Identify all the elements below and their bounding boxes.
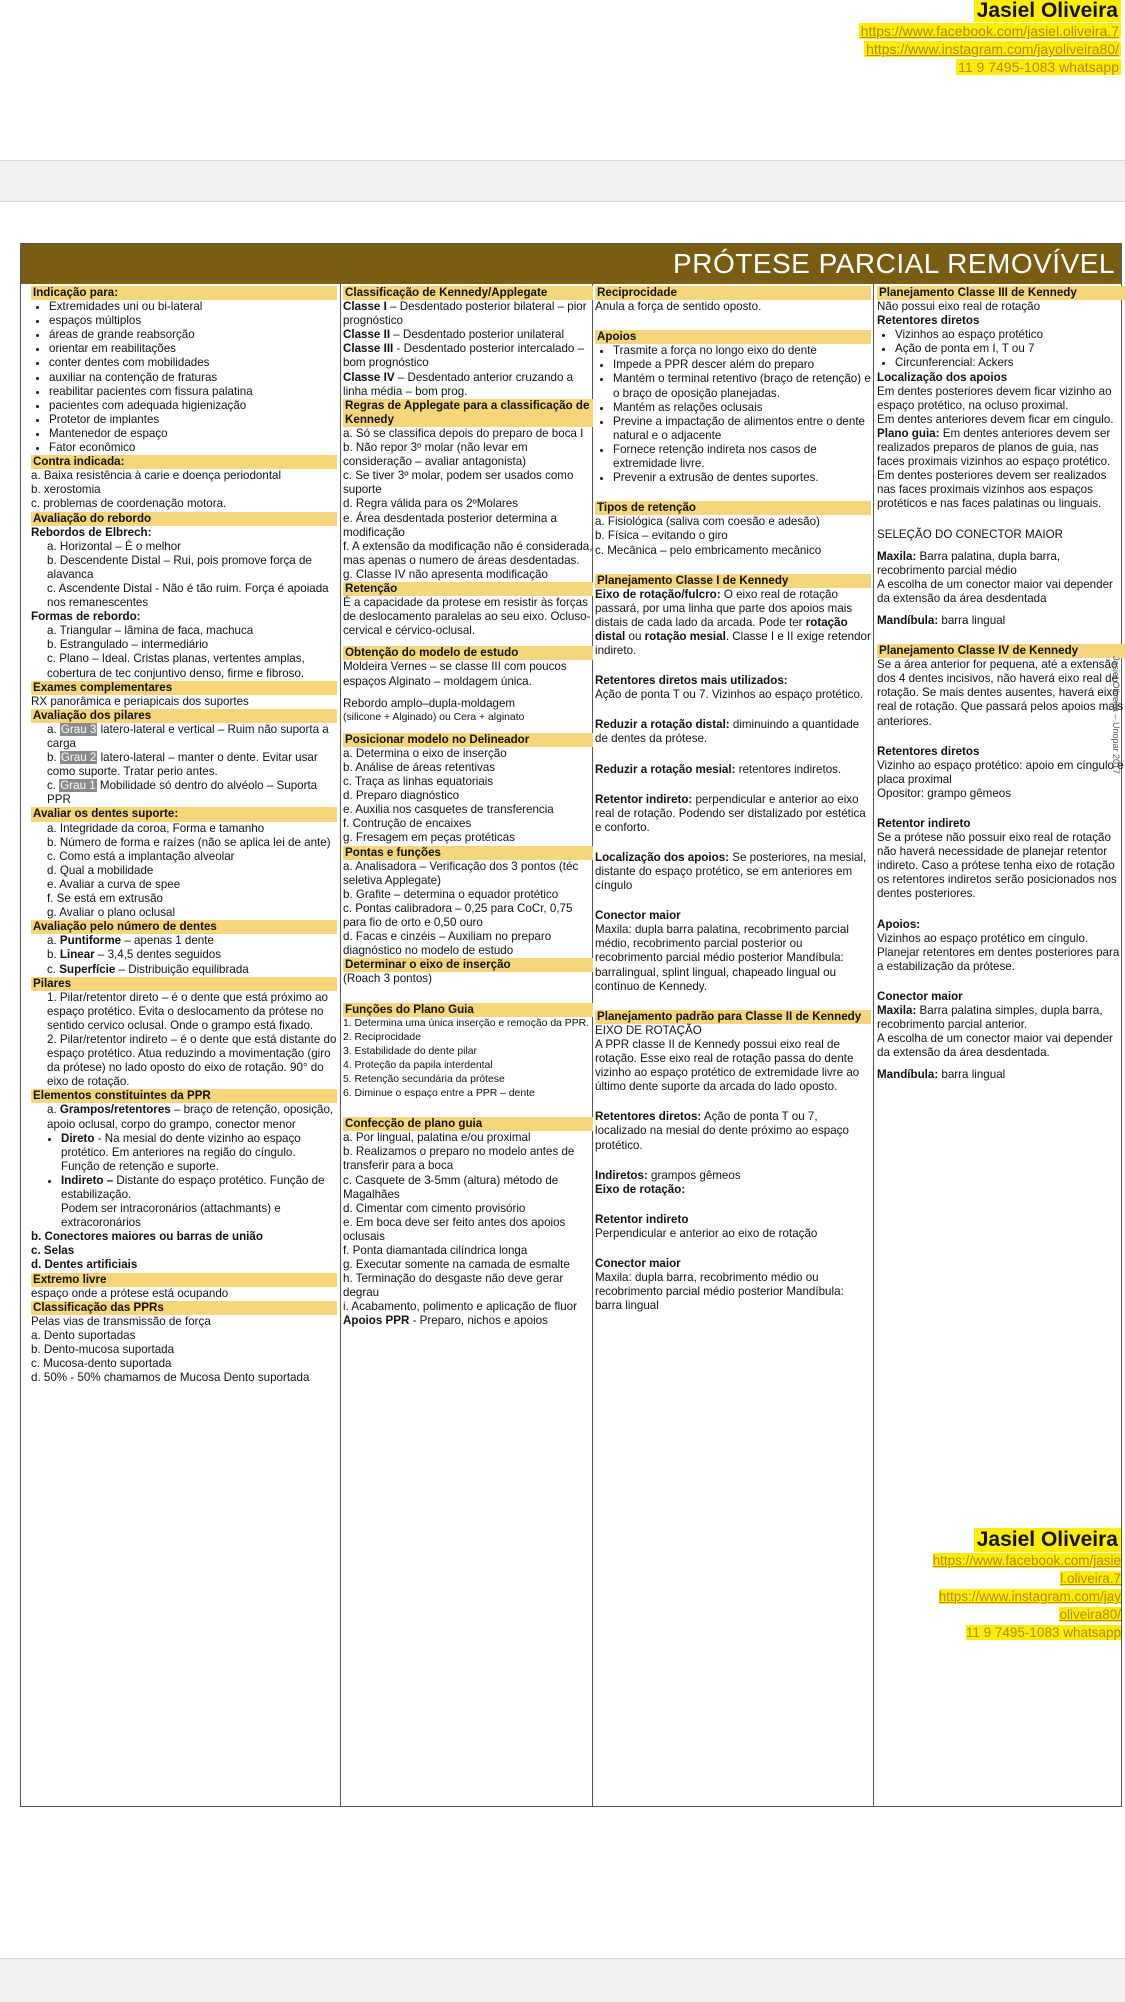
list-item: • conter dentes com mobilidades <box>49 356 337 370</box>
list-item: a. Grau 3 latero-lateral e vertical – Ruim não suporta a carga <box>47 722 329 750</box>
list-item: c. Como está a implantação alveolar <box>47 849 235 863</box>
list-item: • Impede a PPR descer além do preparo <box>613 358 871 372</box>
list-item: a. Só se classifica depois do preparo de boca I <box>343 426 584 440</box>
list-item: a. Dento suportadas <box>31 1328 136 1342</box>
text: Moldeira Vernes – se classe III com poucos espaços Alginato – moldagem única. <box>343 660 567 688</box>
list-item: c. Ascendente Distal - Não é tão ruim. Força é apoiada nos remanescentes <box>47 581 329 610</box>
list-item: e. Área desdentada posterior determina a modificação <box>343 511 557 539</box>
instagram-link[interactable]: https://www.instagram.com/jayoliveira80/ <box>866 41 1119 57</box>
list-item: d. Cimentar com cimento provisório <box>343 1201 526 1215</box>
text: Mandíbula: barra lingual <box>877 613 1006 627</box>
list-item: i. Acabamento, polimento e aplicação de fluor <box>343 1300 577 1314</box>
list-item: c. Grau 1 Mobilidade só dentro do alvéolo – Suporta PPR <box>47 779 318 807</box>
column-4 <box>877 286 1125 1083</box>
text: Se a prótese não possuir eixo real de rotação não haverá necessidade de planejar retentor indireto. Caso a prótese tenha eixo de rotação os retentores indiretos serão posicionados nos dentes posteriores. <box>877 831 1117 901</box>
text: RX panorâmica e periapicais dos suportes <box>31 694 249 708</box>
text: Apoios PPR - Preparo, nichos e apoios <box>343 1314 548 1328</box>
text: Vizinhos ao espaço protético em cíngulo. Planejar retentores em dentes posteriores para a estabilização da prótese. <box>877 931 1120 973</box>
text: Não possui eixo real de rotação <box>877 300 1041 314</box>
list-item: Classe III - Desdentado posterior intercalado – bom prognóstico <box>343 342 585 370</box>
column-2 <box>343 286 593 1329</box>
subheading: Localização dos apoios <box>877 370 1008 384</box>
column-1 <box>31 286 337 1385</box>
section-heading: Avaliação dos pilares <box>31 709 337 723</box>
list-item: • Prevenir a extrusão de dentes suportes. <box>613 471 871 485</box>
list-item: Classe II – Desdentado posterior unilateral <box>343 328 565 342</box>
text: Anula a força de sentido oposto. <box>595 300 762 314</box>
phone-number: 11 9 7495-1083 whatsapp <box>958 59 1119 75</box>
list-item: • Mantenedor de espaço <box>49 427 337 441</box>
list-item: d. Regra válida para os 2ºMolares <box>343 497 519 511</box>
list-item: • Trasmite a força no longo eixo do dente <box>613 344 871 358</box>
author-name: Jasiel Oliveira <box>974 0 1121 22</box>
list-item: b. xerostomia <box>31 483 101 497</box>
list-item: • Direto - Na mesial do dente vizinho ao espaço protético. Em anteriores na região do cíngulo. Função de retenção e suporte. <box>61 1132 337 1174</box>
text: Em dentes anteriores devem ficar em cíngulo. <box>877 412 1114 426</box>
section-heading: Classificação de Kennedy/Applegate <box>343 286 593 300</box>
list-item: 4. Proteção da papila interdental <box>343 1059 493 1071</box>
list-item: b. Grafite – determina o equador protético <box>343 887 559 901</box>
list-item: d. Dentes artificiais <box>31 1258 138 1272</box>
subheading: Rebordos de Elbrech: <box>31 525 152 539</box>
list-item: a. Fisiológica (saliva com coesão e adesão) <box>595 515 820 529</box>
section-heading: Avaliar os dentes suporte: <box>31 807 337 821</box>
text: Maxila: dupla barra palatina, recobrimento parcial médio, recobrimento parcial posterior ou recobrimento parcial médio posterior Mandíbula: barralingual, splint lingual, chapeado lingual ou contínuo de Kennedy. <box>595 923 849 993</box>
section-heading: Pontas e funções <box>343 846 593 860</box>
list-item: 6. Diminue o espaço entre a PPR – dente <box>343 1088 535 1100</box>
column-3 <box>595 286 871 1313</box>
section-heading: Obtenção do modelo de estudo <box>343 646 593 660</box>
section-heading: Planejamento Classe I de Kennedy <box>595 574 871 588</box>
list-item: a. Determina o eixo de inserção <box>343 746 507 760</box>
text: Reduzir a rotação mesial: retentores indiretos. <box>595 762 842 776</box>
text: Plano guia: Em dentes anteriores devem ser realizados preparos de planos de guia, nas faces proximais vizinhos ao espaço protético. Em dentes posteriores devem ser realizados nas faces proximais vizinhos aos espaços protéticos e nas faces palatinas ou linguais. <box>877 426 1111 511</box>
text: Reduzir a rotação distal: diminuindo a quantidade de dentes da prótese. <box>595 718 860 746</box>
section-heading: Apoios <box>595 330 871 344</box>
section-heading: Extremo livre <box>31 1273 337 1287</box>
section-heading: Tipos de retenção <box>595 501 871 515</box>
list-item: c. Pontas calibradora – 0,25 para CoCr, 0,75 para fio de orto e 0,50 ouro <box>343 901 573 930</box>
subheading: Retentor indireto <box>877 817 971 830</box>
text: Perpendicular e anterior ao eixo de rotação <box>595 1226 818 1240</box>
list-item: • Mantém o terminal retentivo (braço de retenção) e o braço de oposição planejadas. <box>613 372 871 400</box>
list-item: • espaços múltiplos <box>49 314 337 328</box>
list-item: a. Por lingual, palatina e/ou proximal <box>343 1131 531 1145</box>
phone-number: 11 9 7495-1083 whatsapp <box>965 1625 1121 1640</box>
list-item: d. Qual a mobilidade <box>47 863 154 877</box>
section-heading: Confecção de plano guia <box>343 1117 593 1131</box>
text: Localização dos apoios: Se posteriores, na mesial, distante do espaço protético, se em anteriores em cíngulo <box>595 850 867 893</box>
subheading: Conector maior <box>877 989 963 1003</box>
section-heading: Planejamento padrão para Classe II de Kennedy <box>595 1010 871 1024</box>
list-item: c. Traça as linhas equatoriais <box>343 775 494 789</box>
text: Pelas vias de transmissão de força <box>31 1314 211 1328</box>
list-item: f. A extensão da modificação não é considerada, mas apenas o numero de áreas desdentadas. <box>343 539 593 567</box>
section-heading: Exames complementares <box>31 681 337 695</box>
page-title: PRÓTESE PARCIAL REMOVÍVEL <box>673 248 1115 279</box>
list-item: b. Conectores maiores ou barras de união <box>31 1230 263 1244</box>
list-item: a. Puntiforme – apenas 1 dente <box>47 934 214 948</box>
instagram-link[interactable]: oliveira80/ <box>1059 1607 1121 1622</box>
list-item: b. Realizamos o preparo no modelo antes de transferir para a boca <box>343 1145 575 1173</box>
list-item: Classe IV – Desdentado anterior cruzando a linha média – bom prog. <box>343 370 574 398</box>
subheading: Eixo de rotação: <box>595 1182 686 1196</box>
list-item: c. Superfície – Distribuição equilibrada <box>47 962 249 976</box>
subheading: Retentores diretos mais utilizados: <box>595 674 788 688</box>
section-heading: Elementos constituintes da PPR <box>31 1089 337 1103</box>
text: Indiretos: grampos gêmeos <box>595 1168 741 1182</box>
list-item: c. Mucosa-dento suportada <box>31 1357 172 1371</box>
section-heading: Retenção <box>343 582 593 596</box>
sub-list <box>31 1132 337 1202</box>
list-item: c. Plano – Ideal. Cristas planas, vertentes amplas, cobertura de tec conjuntivo denso, firme e fibroso. <box>47 652 305 680</box>
page-gap <box>0 160 1125 202</box>
text: Retentor indireto: perpendicular e anterior ao eixo real de rotação. Podendo ser distalizado por estética e conforto. <box>595 792 866 834</box>
section-heading: Classificação das PPRs <box>31 1301 337 1315</box>
text: Podem ser intracoronários (attachmants) e extracoronários <box>61 1202 281 1230</box>
list-item: c. problemas de coordenação motora. <box>31 497 227 511</box>
signature-name: Jasiel Oliveira <box>974 1528 1121 1552</box>
list-item: • auxiliar na contenção de fraturas <box>49 371 337 385</box>
section-heading: Funções do Plano Guia <box>343 1003 593 1017</box>
list-item: g. Fresagem em peças protéticas <box>343 831 516 845</box>
list-item: • Extremidades uni ou bi-lateral <box>49 300 337 314</box>
list-item: b. Número de forma e raízes (não se aplica lei de ante) <box>47 835 331 849</box>
list-item: g. Avaliar o plano oclusal <box>47 906 176 920</box>
list-item: • pacientes com adequada higienização <box>49 399 337 413</box>
subheading: SELEÇÃO DO CONECTOR MAIOR <box>877 527 1063 541</box>
text: Eixo de rotação/fulcro: O eixo real de rotação passará, por uma linha que parte dos apoios mais distais de cada lado da arcada. Pode ter rotação distal ou rotação mesial. Classe I e II exige retendor indireto. <box>595 587 871 658</box>
text: Se a área anterior for pequena, até a extensão dos 4 dentes incisivos, não haverá eixo real de rotação. Se mais dentes ausentes, haverá eixo real de rotação. Que passará pelos apoios mais anteriores. <box>877 658 1124 728</box>
text: Maxila: Barra palatina, dupla barra, recobrimento parcial médio <box>877 549 1061 577</box>
list-item: b. Estrangulado – intermediário <box>47 638 209 652</box>
list-item: c. Casquete de 3-5mm (altura) método de Magalhães <box>343 1173 559 1201</box>
list-item: h. Terminação do desgaste não deve gerar degrau <box>343 1272 564 1300</box>
list-item: b. Análise de áreas retentivas <box>343 761 496 774</box>
apoios-list <box>595 344 871 485</box>
list-item: b. Não repor 3º molar (não levar em consideração – avaliar antagonista) <box>343 441 528 469</box>
list-item: d. Preparo diagnóstico <box>343 789 460 803</box>
section-heading: Posicionar modelo no Delineador <box>343 733 593 747</box>
list-item: e. Auxilia nos casquetes de transferencia <box>343 803 554 817</box>
list-item: • reabilitar pacientes com fissura palatina <box>49 385 337 399</box>
author-header <box>859 0 1121 76</box>
section-heading: Pilares <box>31 977 337 991</box>
text: Retentores diretos: Ação de ponta T ou 7, localizado na mesial do dente próximo ao espaço protético. <box>595 1110 849 1152</box>
section-heading: Contra indicada: <box>31 455 337 469</box>
grade-badge: Grau 3 <box>60 722 97 736</box>
list-item: f. Se está em extrusão <box>47 892 163 906</box>
indicacao-list <box>31 300 337 455</box>
list-item: a. Grampos/retentores – braço de retenção, oposição, apoio oclusal, corpo do grampo, conector menor <box>47 1103 334 1131</box>
list-item: b. Dento-mucosa suportada <box>31 1343 175 1357</box>
list-item: a. Triangular – lâmina de faca, machuca <box>47 624 254 638</box>
title-band <box>21 244 1121 284</box>
list-item: c. Mecânica – pelo embricamento mecânico <box>595 543 822 557</box>
list-item: b. Linear – 3,4,5 dentes seguidos <box>47 948 222 962</box>
list-item: d. Facas e cinzéis – Auxiliam no preparo diagnóstico no modelo de estudo <box>343 930 552 958</box>
instagram-link[interactable]: https://www.instagram.com/jay <box>938 1589 1121 1604</box>
text: A escolha de um conector maior vai depender da extensão da área desdentada. <box>877 1032 1113 1060</box>
author-signature <box>933 1528 1121 1642</box>
list-item: 1. Determina uma única inserção e remoção da PPR. <box>343 1017 590 1029</box>
text: Rebordo amplo–dupla-moldagem <box>343 696 516 710</box>
text: A escolha de um conector maior vai depender da extensão da área desdentada <box>877 577 1113 605</box>
list-item: f. Contrução de encaixes <box>343 817 472 831</box>
list-item: f. Ponta diamantada cilíndrica longa <box>343 1244 528 1257</box>
page-gap <box>0 1958 1125 2002</box>
list-item: 3. Estabilidade do dente pilar <box>343 1045 478 1057</box>
list-item: • Previne a impactação de alimentos entre o dente natural e o adjacente <box>613 415 871 443</box>
text: Ação de ponta T ou 7. Vizinhos ao espaço protético. <box>595 688 864 702</box>
subheading: Retentores diretos <box>877 314 980 328</box>
text: Maxila: Barra palatina simples, dupla barra, recobrimento parcial anterior. <box>877 1004 1103 1032</box>
list-item: e. Em boca deve ser feito antes dos apoios oclusais <box>343 1215 566 1243</box>
text: (silicone + Alginado) ou Cera + alginato <box>343 711 525 723</box>
text: EIXO DE ROTAÇÃO <box>595 1023 702 1037</box>
column-divider <box>340 284 341 1806</box>
list-item: • Protetor de implantes <box>49 413 337 427</box>
text: É a capacidade da protese em resistir às forças de deslocamento paralelas ao seu eixo. Ocluso-cervical e cérvico-oclusal. <box>343 596 591 638</box>
list-item: • Mantém as relações oclusais <box>613 401 871 415</box>
text: espaço onde a prótese está ocupando <box>31 1286 229 1300</box>
list-item: 2. Pilar/retentor indireto – é o dente que está distante do espaço protético. Atua reduzindo a movimentação (giro da prótese) no lado oposto do eixo de rotação. 90° do eixo de rotação. <box>47 1032 337 1089</box>
section-heading: Regras de Applegate para a classificação de Kennedy <box>343 399 593 427</box>
subheading: Formas de rebordo: <box>31 610 141 624</box>
list-item: • Circunferencial: Ackers <box>895 356 1125 370</box>
text: Mandíbula: barra lingual <box>877 1068 1006 1082</box>
list-item: • Ação de ponta em I, T ou 7 <box>895 342 1125 356</box>
text: (Roach 3 pontos) <box>343 972 432 986</box>
section-heading: Reciprocidade <box>595 286 871 300</box>
list-item: c. Se tiver 3º molar, podem ser usados como suporte <box>343 469 574 497</box>
subheading: Retentor indireto <box>595 1212 689 1226</box>
list-item: g. Executar somente na camada de esmalte <box>343 1258 570 1272</box>
side-note: Jasiel Oliveira – Unopar 2017 <box>1111 655 1121 774</box>
list-item: • Fornece retenção indireta nos casos de extremidade livre. <box>613 443 871 471</box>
list-item: 5. Retenção secundária da prótese <box>343 1073 505 1085</box>
text: Maxila: dupla barra, recobrimento médio ou recobrimento parcial médio posterior Mandíbula: barra lingual <box>595 1271 844 1313</box>
grade-badge: Grau 1 <box>60 779 96 793</box>
grade-badge: Grau 2 <box>60 751 97 765</box>
section-heading: Planejamento Classe IV de Kennedy <box>877 644 1125 658</box>
list-item: a. Integridade da coroa, Forma e tamanho <box>47 821 265 835</box>
list-item: Classe I – Desdentado posterior bilateral – pior prognóstico <box>343 300 587 328</box>
list-item: d. 50% - 50% chamamos de Mucosa Dento suportada <box>31 1371 310 1385</box>
text: Vizinho ao espaço protético: apoio em cíngulo e placa proximal <box>877 758 1124 786</box>
list-item: • orientar em reabilitações <box>49 342 337 356</box>
list-item: 2. Reciprocidade <box>343 1031 421 1043</box>
list-item: e. Avaliar a curva de spee <box>47 877 181 891</box>
text: Em dentes posteriores devem ficar vizinho ao espaço protético, na ocluso proximal. <box>877 384 1112 412</box>
list-item: • Vizinhos ao espaço protético <box>895 328 1125 342</box>
list-item: b. Física – evitando o giro <box>595 529 728 543</box>
list-item: b. Grau 2 latero-lateral – manter o dente. Evitar usar como suporte. Tratar perio antes. <box>47 751 318 779</box>
list-item: a. Analisadora – Verificação dos 3 pontos (téc seletiva Applegate) <box>343 859 579 887</box>
subheading: Conector maior <box>595 909 681 923</box>
list-item: 1. Pilar/retentor direto – é o dente que está próximo ao espaço protético. Evita o deslocamento da prótese no sentido cervico oclusal. Onde o grampo está fixado. <box>47 990 328 1032</box>
section-heading: Planejamento Classe III de Kennedy <box>877 286 1125 300</box>
section-heading: Avaliação pelo número de dentes <box>31 920 337 934</box>
subheading: Apoios: <box>877 917 921 931</box>
section-heading: Determinar o eixo de inserção <box>343 958 593 972</box>
list-item: b. Descendente Distal – Rui, pois promove força de alavanca <box>47 553 312 581</box>
list-item: a. Baixa resistência à carie e doença periodontal <box>31 469 282 483</box>
facebook-link[interactable]: https://www.facebook.com/jasie <box>932 1553 1121 1568</box>
section-heading: Indicação para: <box>31 286 337 300</box>
text: A PPR classe II de Kennedy possui eixo real de rotação. Esse eixo real de rotação passa do dente vizinho ao espaço protético de extremidade livre ao último dente suporte da arcada do lado oposto. <box>595 1037 860 1094</box>
list-item: g. Classe IV não apresenta modificação <box>343 567 548 581</box>
column-divider <box>873 284 874 1806</box>
list-item: • Indireto – Distante do espaço protético. Função de estabilização. <box>61 1174 337 1202</box>
section-heading: Avaliação do rebordo <box>31 512 337 526</box>
retentores-list <box>877 328 1125 370</box>
list-item: a. Horizontal – É o melhor <box>47 539 182 553</box>
facebook-link[interactable]: l.oliveira.7 <box>1060 1571 1121 1586</box>
facebook-link[interactable]: https://www.facebook.com/jasiel.oliveira.7 <box>860 23 1119 39</box>
list-item: • Fator econômico <box>49 441 337 455</box>
text: Opositor: grampo gêmeos <box>877 786 1012 800</box>
list-item: • áreas de grande reabsorção <box>49 328 337 342</box>
subheading: Retentores diretos <box>877 744 980 758</box>
subheading: Conector maior <box>595 1256 681 1270</box>
list-item: c. Selas <box>31 1244 75 1258</box>
